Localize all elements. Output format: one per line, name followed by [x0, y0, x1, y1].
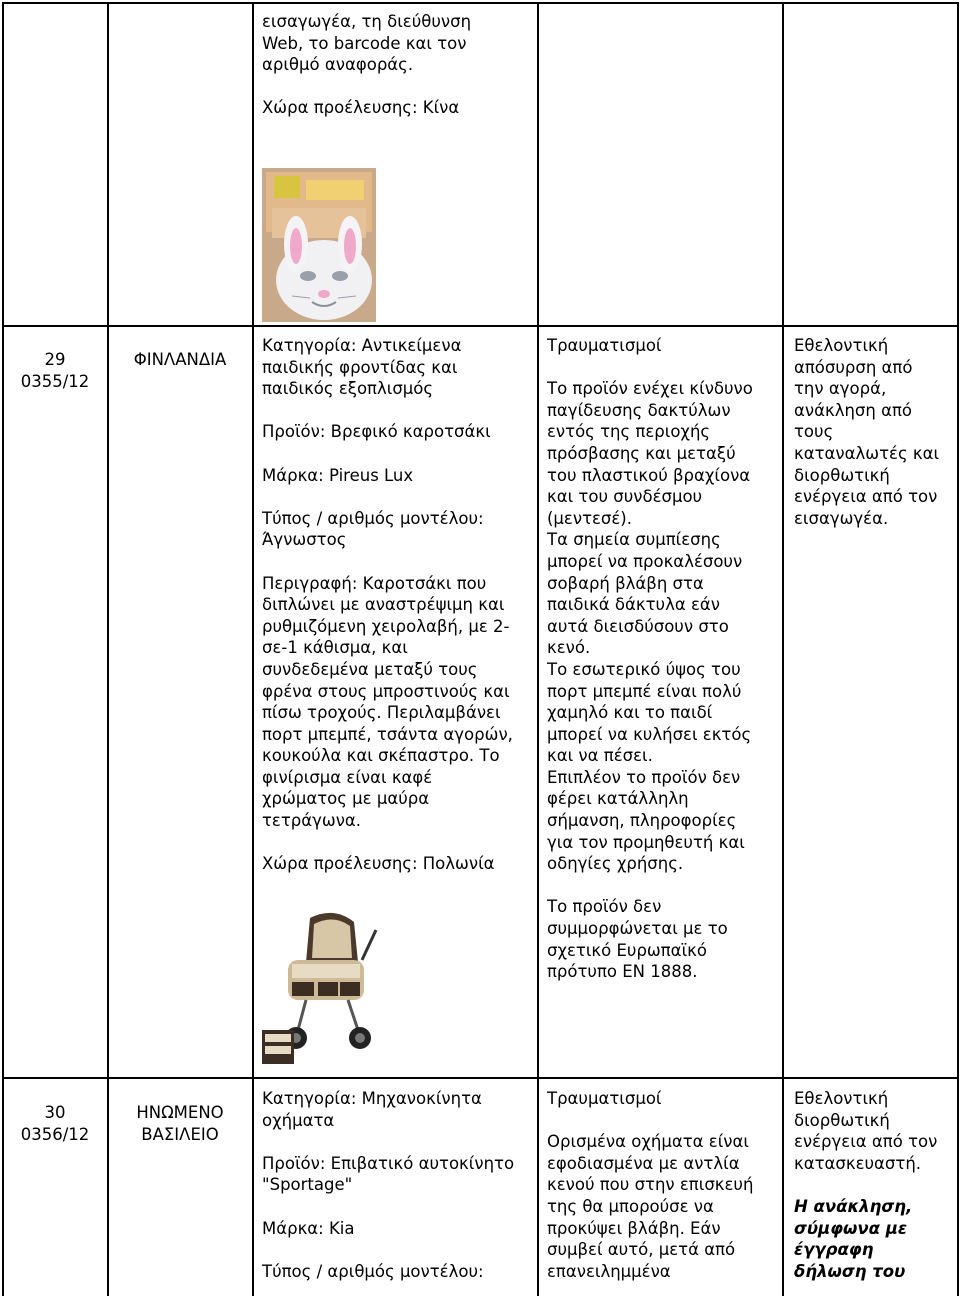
text-line: σοβαρή βλάβη στα — [547, 573, 704, 593]
baby-stroller-product-photo — [262, 900, 382, 1074]
text-line: Εθελοντική — [794, 1089, 889, 1108]
text-line: σύμφωνα με — [794, 1218, 908, 1238]
risk-title: Τραυματισμοί — [547, 336, 662, 355]
text-line: κενό. — [547, 638, 591, 658]
text-line: Κατηγορία: Μηχανοκίνητα — [262, 1089, 482, 1108]
text-line: της θα μπορούσε να — [547, 1196, 714, 1216]
text-line: εισαγωγέα. — [794, 508, 889, 528]
text-line: πορτ μπεμπέ, τσάντα αγορών, — [262, 724, 513, 744]
column-divider — [252, 2, 254, 1296]
row-divider — [2, 325, 958, 327]
text-line: Ορισμένα οχήματα είναι — [547, 1132, 749, 1152]
text-line: μπορεί να προκαλέσουν — [547, 551, 743, 571]
notifying-country: ΒΑΣΙΛΕΙΟ — [141, 1124, 219, 1144]
text-line: Τα σημεία συμπίεσης — [547, 530, 721, 550]
text-line: Περιγραφή: Καροτσάκι που — [262, 573, 487, 593]
product-name: "Sportage" — [262, 1175, 353, 1195]
text-line: εισαγωγέα, τη διεύθυνση — [262, 12, 472, 31]
text-line: συμβεί αυτό, μετά από — [547, 1240, 736, 1260]
text-line: κουκούλα και σκέπαστρο. Το — [262, 746, 500, 766]
text-line: και του συνδέσμου — [547, 487, 703, 507]
recall-note — [794, 1196, 956, 1282]
text-line: Εθελοντική — [794, 336, 889, 355]
entry-number: 30 — [44, 1103, 66, 1122]
notifying-country: ΦΙΝΛΑΝΔΙΑ — [133, 350, 227, 369]
risk-title: Τραυματισμοί — [547, 1089, 662, 1108]
text-line: τετράγωνα. — [262, 811, 362, 831]
text-line: συνδεδεμένα μεταξύ τους — [262, 659, 478, 679]
text-line: φέρει κατάλληλη — [547, 789, 689, 809]
text-line: αριθμό αναφοράς. — [262, 55, 414, 75]
text-line: παγίδευσης δακτύλων — [547, 400, 731, 420]
text-line: για τον προμηθευτή και — [547, 832, 745, 852]
text-line: ρυθμιζόμενη χειρολαβή, με 2- — [262, 616, 510, 636]
text-line: φινίρισμα είναι καφέ — [262, 767, 433, 787]
entry-number-cell — [3, 1102, 107, 1145]
row-divider — [2, 1077, 958, 1079]
text-line: παιδικός εξοπλισμός — [262, 379, 434, 399]
text-line: απόσυρση από — [794, 357, 913, 377]
product-name: Προϊόν: Βρεφικό καροτσάκι — [262, 422, 491, 442]
product-name: Προϊόν: Επιβατικό αυτοκίνητο — [262, 1153, 515, 1173]
notifying-country: ΗΝΩΜΕΝΟ — [136, 1103, 224, 1122]
text-line: του πλαστικού βραχίονα — [547, 465, 751, 485]
text-line: πρόσβασης και μεταξύ — [547, 443, 736, 463]
text-line: ανάκληση από — [794, 400, 912, 420]
product-description-cell — [262, 335, 534, 875]
text-line: συμμορφώνεται με το — [547, 919, 728, 939]
text-line: διπλώνει με αναστρέψιμη και — [262, 595, 505, 615]
text-line: χαμηλό και το παιδί — [547, 703, 713, 723]
column-divider — [537, 2, 539, 1296]
text-line: Τύπος / αριθμός μοντέλου: — [262, 508, 484, 528]
text-line: πρότυπο EN 1888. — [547, 962, 698, 982]
table-border-top — [2, 2, 958, 4]
text-line: διορθωτική — [794, 465, 890, 485]
entry-number: 29 — [44, 350, 66, 369]
text-line: σε-1 κάθισμα, και — [262, 638, 408, 658]
measures-cell — [794, 1088, 956, 1282]
text-line: Η ανάκληση, — [794, 1196, 913, 1216]
column-divider — [782, 2, 784, 1296]
text-line: παιδικής φροντίδας και — [262, 357, 458, 377]
text-line: χρώματος με μαύρα — [262, 789, 430, 809]
risk-paragraph — [547, 1131, 781, 1282]
text-line: Web, το barcode και τον — [262, 33, 467, 53]
text-line: την αγορά, — [794, 379, 887, 399]
text-line: Το εσωτερικό ύψος του — [547, 659, 741, 679]
text-line: Το προϊόν δεν — [547, 897, 662, 917]
risk-paragraph — [547, 378, 781, 875]
text-line: πορτ μπεμπέ είναι πολύ — [547, 681, 742, 701]
origin-country: Χώρα προέλευσης: Κίνα — [262, 98, 460, 118]
text-line: τους — [794, 422, 834, 442]
text-line: προκύψει βλάβη. Εάν — [547, 1218, 721, 1238]
brand: Μάρκα: Pireus Lux — [262, 465, 414, 485]
text-line: Κατηγορία: Αντικείμενα — [262, 336, 462, 355]
rabbit-mask-product-photo — [262, 168, 376, 322]
text-line: ενέργεια από τον — [794, 487, 938, 507]
text-line: φρένα στους μπροστινούς και — [262, 681, 510, 701]
text-line: εφοδιασμένα με αντλία — [547, 1153, 740, 1173]
text-line: διορθωτική — [794, 1110, 890, 1130]
text-line: πίσω τροχούς. Περιλαμβάνει — [262, 703, 501, 723]
entry-number-cell — [3, 349, 107, 392]
text-line: ενέργεια από τον — [794, 1132, 938, 1152]
text-line: μπορεί να κυλήσει εκτός — [547, 724, 752, 744]
column-divider — [957, 2, 959, 1296]
brand: Μάρκα: Kia — [262, 1218, 355, 1238]
measures-cell — [794, 335, 956, 529]
text-line: έγγραφη — [794, 1240, 874, 1260]
text-line: εντός της περιοχής — [547, 422, 711, 442]
text-line: κενού που στην επισκευή — [547, 1175, 754, 1195]
row-continued-description — [262, 11, 532, 119]
text-line: δήλωση του — [794, 1261, 906, 1281]
text-line: οδηγίες χρήσης. — [547, 854, 684, 874]
risk-paragraph — [547, 896, 781, 982]
text-line: επανειλημμένα — [547, 1261, 671, 1281]
text-line: (μεντεσέ). — [547, 508, 632, 528]
text-line: Επιπλέον το προϊόν δεν — [547, 767, 741, 787]
risk-cell — [547, 1088, 781, 1282]
text-line: κατασκευαστή. — [794, 1153, 922, 1173]
text-line: αυτά διεισδύσουν στο — [547, 616, 729, 636]
text-line: καταναλωτές και — [794, 443, 940, 463]
risk-cell — [547, 335, 781, 983]
entry-code: 0355/12 — [20, 371, 90, 391]
text-line: Άγνωστος — [262, 530, 347, 550]
text-line: οχήματα — [262, 1110, 335, 1130]
product-description-cell — [262, 1088, 534, 1282]
text-line: παιδικά δάκτυλα εάν — [547, 595, 720, 615]
text-line: Το προϊόν ενέχει κίνδυνο — [547, 379, 753, 399]
origin-country: Χώρα προέλευσης: Πολωνία — [262, 854, 495, 874]
text-line: και να πέσει. — [547, 746, 653, 766]
country-cell — [108, 1102, 252, 1145]
entry-code: 0356/12 — [20, 1124, 90, 1144]
model: Τύπος / αριθμός μοντέλου: — [262, 1261, 484, 1281]
text-line: σχετικό Ευρωπαϊκό — [547, 940, 707, 960]
country-cell — [108, 349, 252, 371]
text-line: σήμανση, πληροφορίες — [547, 811, 737, 831]
